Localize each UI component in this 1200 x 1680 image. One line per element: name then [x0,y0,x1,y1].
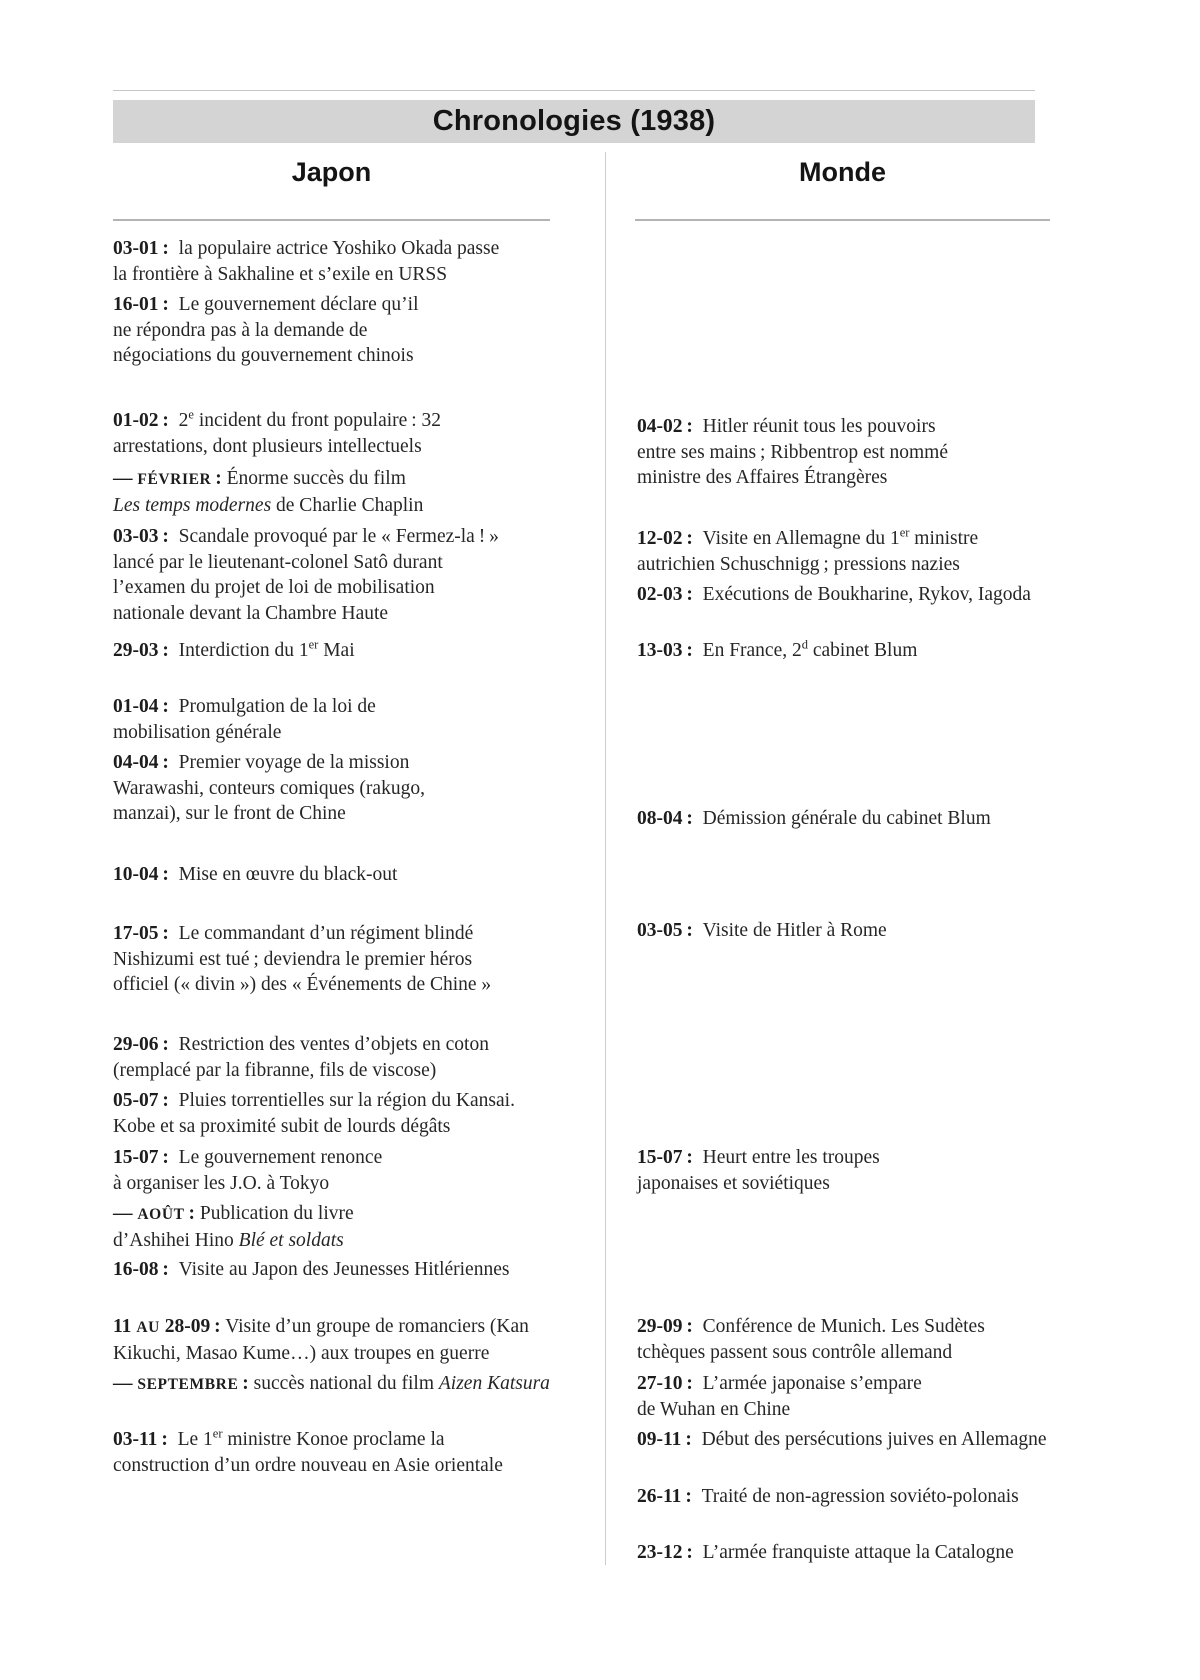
entry-line [113,1145,382,1171]
entry-text: Conférence de Munich. Les Sudètes [702,1316,985,1337]
entry-line [637,1540,1014,1566]
entry-text: de Charlie Chaplin [271,494,424,516]
entry-line [113,776,425,802]
entry-text: Visite d’un groupe de romanciers (Kan [220,1316,529,1337]
entry-text: officiel (« divin ») des « Événements de Chine » [113,974,492,995]
entry-text: d [801,637,808,652]
entry-text: d’Ashihei Hino [113,1229,239,1251]
entry-line [637,1314,985,1340]
timeline-entry [637,526,978,577]
timeline-entry [113,1201,354,1253]
entry-text: négociations du gouvernement chinois [113,345,414,366]
entry-line [113,750,425,776]
entry-line [637,1340,985,1366]
entry-text: mobilisation générale [113,721,282,743]
entry-date: : [238,1373,249,1394]
entry-text: la frontière à Sakhaline et s’exile en URSS [113,263,448,285]
entry-date: 12-02 : [637,528,703,549]
entry-date: 15-07 : [637,1147,703,1168]
entry-line [637,1171,880,1197]
entry-date: — [113,1373,138,1394]
entry-line [637,1371,922,1397]
entry-date: 17-05 : [113,923,179,944]
entry-line [113,466,423,493]
entry-line [113,318,419,344]
entry-text: L’armée japonaise s’empare [702,1373,922,1394]
entry-date: 03-03 : [113,526,179,547]
timeline-entry [113,466,423,518]
entry-text: ministre [909,528,979,549]
entry-text: construction d’un ordre nouveau en Asie orientale [113,1454,503,1476]
entry-line [637,465,948,491]
entry-line [113,292,419,318]
entry-date: 27-10 : [637,1373,703,1394]
entry-date: 11 [113,1316,137,1337]
entry-date: 13-03 : [637,640,703,661]
entry-date: 03-01 : [113,238,179,259]
entry-date: 10-04 : [113,864,179,885]
timeline-entry [113,524,499,626]
entry-text: Nishizumi est tué ; deviendra le premier héros [113,948,473,970]
timeline-entry [113,750,425,827]
entry-line [113,1228,354,1254]
entry-date: 29-06 : [113,1034,179,1055]
entry-text: Kobe et sa proximité subit de lourds dégâts [113,1115,451,1137]
entry-date: 29-09 : [637,1316,703,1337]
entry-text: 2 [178,410,189,431]
column-divider [605,152,606,1565]
entry-text: L’armée franquiste attaque la Catalogne [702,1542,1014,1563]
entry-text: Énorme succès du film [221,468,406,489]
column-title-monde: Monde [799,157,886,187]
entry-line [637,440,948,466]
entry-text: Traité de non-agression soviéto-polonais [701,1486,1019,1507]
entry-line [637,1484,1019,1510]
timeline-entry [637,1484,1019,1510]
entry-text: Restriction des ventes d’objets en coton [178,1034,489,1055]
entry-line [113,1201,354,1228]
entry-date: 03-11 : [113,1429,178,1450]
page-title: Chronologies (1938) [432,105,716,137]
timeline-entry [637,1540,1014,1566]
entry-text: autrichien Schuschnigg ; pressions nazies [637,553,960,575]
entry-text: Démission générale du cabinet Blum [702,808,991,829]
entry-date: : [184,1203,195,1224]
entry-date: 05-07 : [113,1090,179,1111]
entry-text: lancé par le lieutenant-colonel Satô durant [113,551,443,573]
timeline-entry [113,638,355,664]
entry-line [113,1171,382,1197]
entry-line [113,575,499,601]
entry-date: AU [136,1319,160,1336]
top-rule [113,90,1035,91]
entry-text: entre ses mains ; Ribbentrop est nommé [637,441,948,463]
entry-text: succès national du film [248,1373,439,1394]
entry-line [113,1341,529,1367]
entry-line [113,524,499,550]
entry-text: er [212,1426,223,1441]
entry-line [113,236,499,262]
entry-line [637,806,991,832]
entry-date: 16-01 : [113,294,179,315]
entry-date: AOÛT [137,1206,185,1223]
entry-line [113,262,499,288]
entry-date: 26-11 : [637,1486,702,1507]
timeline-entry [113,921,491,998]
entry-text: Le gouvernement déclare qu’il [178,294,419,315]
timeline-entry [637,918,887,944]
entry-line [113,694,376,720]
entry-text: tchèques passent sous contrôle allemand [637,1341,953,1363]
timeline-entry [113,694,376,745]
timeline-entry [113,1145,382,1196]
entry-date: 03-05 : [637,920,703,941]
timeline-entry [637,806,991,832]
entry-line [637,1427,1047,1453]
timeline-entry [113,292,419,369]
entry-text: er [308,637,319,652]
entry-line [113,550,499,576]
timeline-entry [113,1371,550,1398]
timeline-entry [637,638,917,664]
entry-text: Visite en Allemagne du 1 [702,528,900,549]
entry-line [113,638,355,664]
entry-date: 16-08 : [113,1259,179,1280]
entry-text: Blé et soldats [238,1229,344,1251]
entry-date: — [113,1203,138,1224]
entry-text: cabinet Blum [808,640,918,661]
entry-line [113,493,423,519]
entry-line [113,862,397,888]
entry-text: Mise en œuvre du black-out [178,864,398,885]
entry-text: Promulgation de la loi de [178,696,376,717]
entry-text: Scandale provoqué par le « Fermez-la ! » [178,526,499,547]
timeline-entry [113,1257,509,1283]
entry-text: japonaises et soviétiques [637,1172,830,1194]
timeline-entry [637,1427,1047,1453]
entry-text: Visite de Hitler à Rome [702,920,887,941]
entry-line [637,552,978,578]
entry-text: (remplacé par la fibranne, fils de viscose) [113,1059,437,1081]
entry-text: Warawashi, conteurs comiques (rakugo, [113,777,425,799]
entry-text: Visite au Japon des Jeunesses Hitlériennes [178,1259,510,1280]
entry-date: 28-09 : [159,1316,221,1337]
entry-text: arrestations, dont plusieurs intellectuels [113,435,422,457]
page-title-bar [113,100,1035,143]
timeline-entry [113,236,499,287]
entry-line [113,1032,489,1058]
timeline-entry [637,582,1031,608]
entry-line [113,972,491,998]
entry-text: e [188,407,194,422]
entry-line [113,947,491,973]
column-rule-japon [113,219,550,221]
timeline-entry [637,1371,922,1422]
entry-text: er [899,525,910,540]
timeline-entry [113,1427,503,1478]
entry-line [113,1453,503,1479]
entry-line [113,601,499,627]
entry-text: En France, 2 [702,640,802,661]
entry-text: Les temps modernes [113,494,272,516]
timeline-entry [113,408,441,459]
entry-line [637,414,948,440]
entry-text: Mai [318,640,355,661]
entry-text: la populaire actrice Yoshiko Okada passe [178,238,500,259]
entry-line [113,1427,503,1453]
entry-line [637,638,917,664]
entry-date: — [113,468,138,489]
entry-text: l’examen du projet de loi de mobilisation [113,577,435,598]
entry-line [113,1058,489,1084]
entry-text: ministre des Affaires Étrangères [637,467,888,488]
entry-line [637,1397,922,1423]
entry-text: ne répondra pas à la demande de [113,319,368,341]
entry-date: 09-11 : [637,1429,702,1450]
entry-line [637,582,1031,608]
entry-text: Exécutions de Boukharine, Rykov, Iagoda [702,584,1031,605]
entry-date: 04-02 : [637,416,703,437]
entry-text: ministre Konoe proclame la [222,1429,445,1450]
entry-line [113,720,376,746]
entry-text: manzai), sur le front de Chine [113,803,346,824]
entry-text: Heurt entre les troupes [702,1147,880,1168]
timeline-entry [113,1088,515,1139]
entry-date: 29-03 : [113,640,179,661]
entry-line [637,526,978,552]
entry-text: Le gouvernement renonce [178,1147,383,1168]
entry-line [113,1371,550,1398]
entry-date: SEPTEMBRE [137,1376,239,1393]
entry-line [113,1314,529,1341]
entry-date: 02-03 : [637,584,703,605]
entry-date: 04-04 : [113,752,179,773]
timeline-entry [113,1314,529,1366]
entry-text: Kikuchi, Masao Kume…) aux troupes en guerre [113,1342,490,1364]
entry-line [113,343,419,369]
entry-text: Début des persécutions juives en Allemagne [701,1429,1047,1450]
timeline-entry [113,862,397,888]
entry-line [113,434,441,460]
timeline-entry [113,1032,489,1083]
column-title-japon: Japon [291,157,372,187]
entry-date: 01-02 : [113,410,179,431]
entry-text: Hitler réunit tous les pouvoirs [702,416,936,437]
entry-line [113,1088,515,1114]
entry-date: 01-04 : [113,696,179,717]
entry-line [113,801,425,827]
entry-text: Aizen Katsura [438,1373,550,1394]
entry-line [637,918,887,944]
entry-text: Interdiction du 1 [178,640,309,661]
entry-text: incident du front populaire : 32 [193,410,442,431]
timeline-entry [637,414,948,491]
entry-text: Le 1 [177,1429,213,1450]
entry-line [113,1114,515,1140]
timeline-entry [637,1314,985,1365]
entry-line [113,1257,509,1283]
entry-date: : [211,468,222,489]
entry-line [113,408,441,434]
column-rule-monde [635,219,1050,221]
entry-text: Publication du livre [194,1203,354,1224]
entry-text: de Wuhan en Chine [637,1398,791,1420]
entry-date: 23-12 : [637,1542,703,1563]
entry-text: Pluies torrentielles sur la région du Kansai. [178,1090,515,1111]
entry-date: 08-04 : [637,808,703,829]
entry-date: 15-07 : [113,1147,179,1168]
entry-text: Premier voyage de la mission [178,752,410,773]
entry-text: nationale devant la Chambre Haute [113,602,389,624]
timeline-entry [637,1145,880,1196]
entry-text: à organiser les J.O. à Tokyo [113,1172,330,1194]
entry-text: Le commandant d’un régiment blindé [178,923,474,944]
entry-line [113,921,491,947]
entry-line [637,1145,880,1171]
entry-date: FÉVRIER [137,471,212,488]
